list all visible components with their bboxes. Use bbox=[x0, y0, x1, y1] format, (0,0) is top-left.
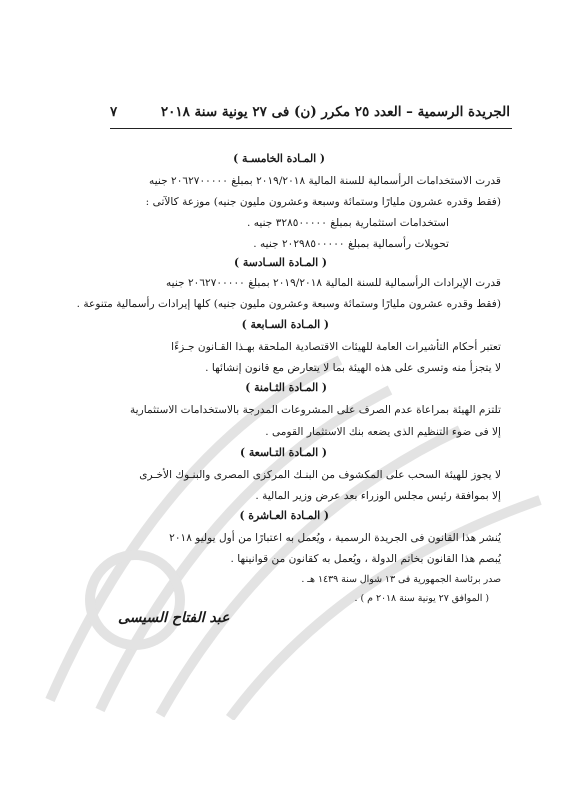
gazette-title: الجريدة الرسمية – العدد ٢٥ مكرر (ن) فى ٢٧ يونية سنة ٢٠١٨ bbox=[160, 104, 510, 120]
header-divider bbox=[110, 128, 512, 129]
article-7-heading: ( المـادة السـابعة ) bbox=[241, 318, 329, 331]
article-5-line-2: (فقط وقدره عشرون مليارًا وستمائة وسبعة وعشرون مليون جنيه) موزعة كالآتى : bbox=[145, 196, 501, 208]
article-6-heading: ( المـادة السـادسة ) bbox=[234, 256, 327, 269]
page-header bbox=[110, 104, 510, 126]
article-10-heading: ( المـادة العـاشرة ) bbox=[239, 509, 329, 522]
article-5-heading: ( المـادة الخامسـة ) bbox=[233, 152, 325, 165]
article-6-line-1: قدرت الإيرادات الرأسمالية للسنة المالية ٢٠١٩/٢٠١٨ بمبلغ ٢٠٦٢٧٠٠٠٠٠ جنيه bbox=[165, 277, 501, 289]
article-6-line-2: (فقط وقدره عشرون مليارًا وستمائة وسبعة وعشرون مليون جنيه) كلها إيرادات رأسمالية متنوعة . bbox=[76, 298, 501, 310]
article-8-heading: ( المـادة الثـامنة ) bbox=[245, 381, 327, 394]
page-number: ٧ bbox=[110, 104, 118, 120]
article-5-line-3: استخدامات استثمارية بمبلغ ٣٢٨٥٠٠٠٠٠ جنيه . bbox=[246, 217, 449, 229]
article-5-line-4: تحويلات رأسمالية بمبلغ ٢٠٢٩٨٥٠٠٠٠٠ جنيه . bbox=[253, 238, 449, 250]
article-7-line-2: لا يتجزأ منه وتسرى على هذه الهيئة بما لا يتعارض مع قانون إنشائها . bbox=[205, 362, 501, 374]
article-8-line-2: إلا فى ضوء التنظيم الذى يضعه بنك الاستثمار القومى . bbox=[265, 426, 501, 438]
article-9-heading: ( المـادة التـاسعة ) bbox=[240, 446, 327, 459]
president-signature: عبد الفتاح السيسى bbox=[118, 610, 230, 626]
issued-gregorian-line: ( الموافق ٢٧ يونية سنة ٢٠١٨ م ) . bbox=[354, 593, 489, 604]
article-9-line-1: لا يجوز للهيئة السحب على المكشوف من البنـك المركزى المصرى والبنـوك الأخـرى bbox=[139, 469, 501, 481]
article-8-line-1: تلتزم الهيئة بمراعاة عدم الصرف على المشروعات المدرجة بالاستخدامات الاستثمارية bbox=[129, 404, 501, 416]
issued-date-line: صدر برئاسة الجمهورية فى ١٣ شوال سنة ١٤٣٩ هـ . bbox=[301, 574, 501, 585]
article-9-line-2: إلا بموافقة رئيس مجلس الوزراء بعد عرض وزير المالية . bbox=[255, 490, 501, 502]
article-7-line-1: تعتبر أحكام التأشيرات العامة للهيئات الاقتصادية الملحقة بهـذا القـانون جـزءًا bbox=[171, 341, 501, 353]
article-10-line-1: يُنشر هذا القانون فى الجريدة الرسمية ، ويُعمل به اعتبارًا من أول يوليو ٢٠١٨ bbox=[169, 532, 501, 544]
article-5-line-1: قدرت الاستخدامات الرأسمالية للسنة المالية ٢٠١٩/٢٠١٨ بمبلغ ٢٠٦٢٧٠٠٠٠٠ جنيه bbox=[149, 175, 501, 187]
article-10-line-2: يُبصم هذا القانون بخاتم الدولة ، ويُعمل به كقانون من قوانينها . bbox=[230, 553, 501, 565]
